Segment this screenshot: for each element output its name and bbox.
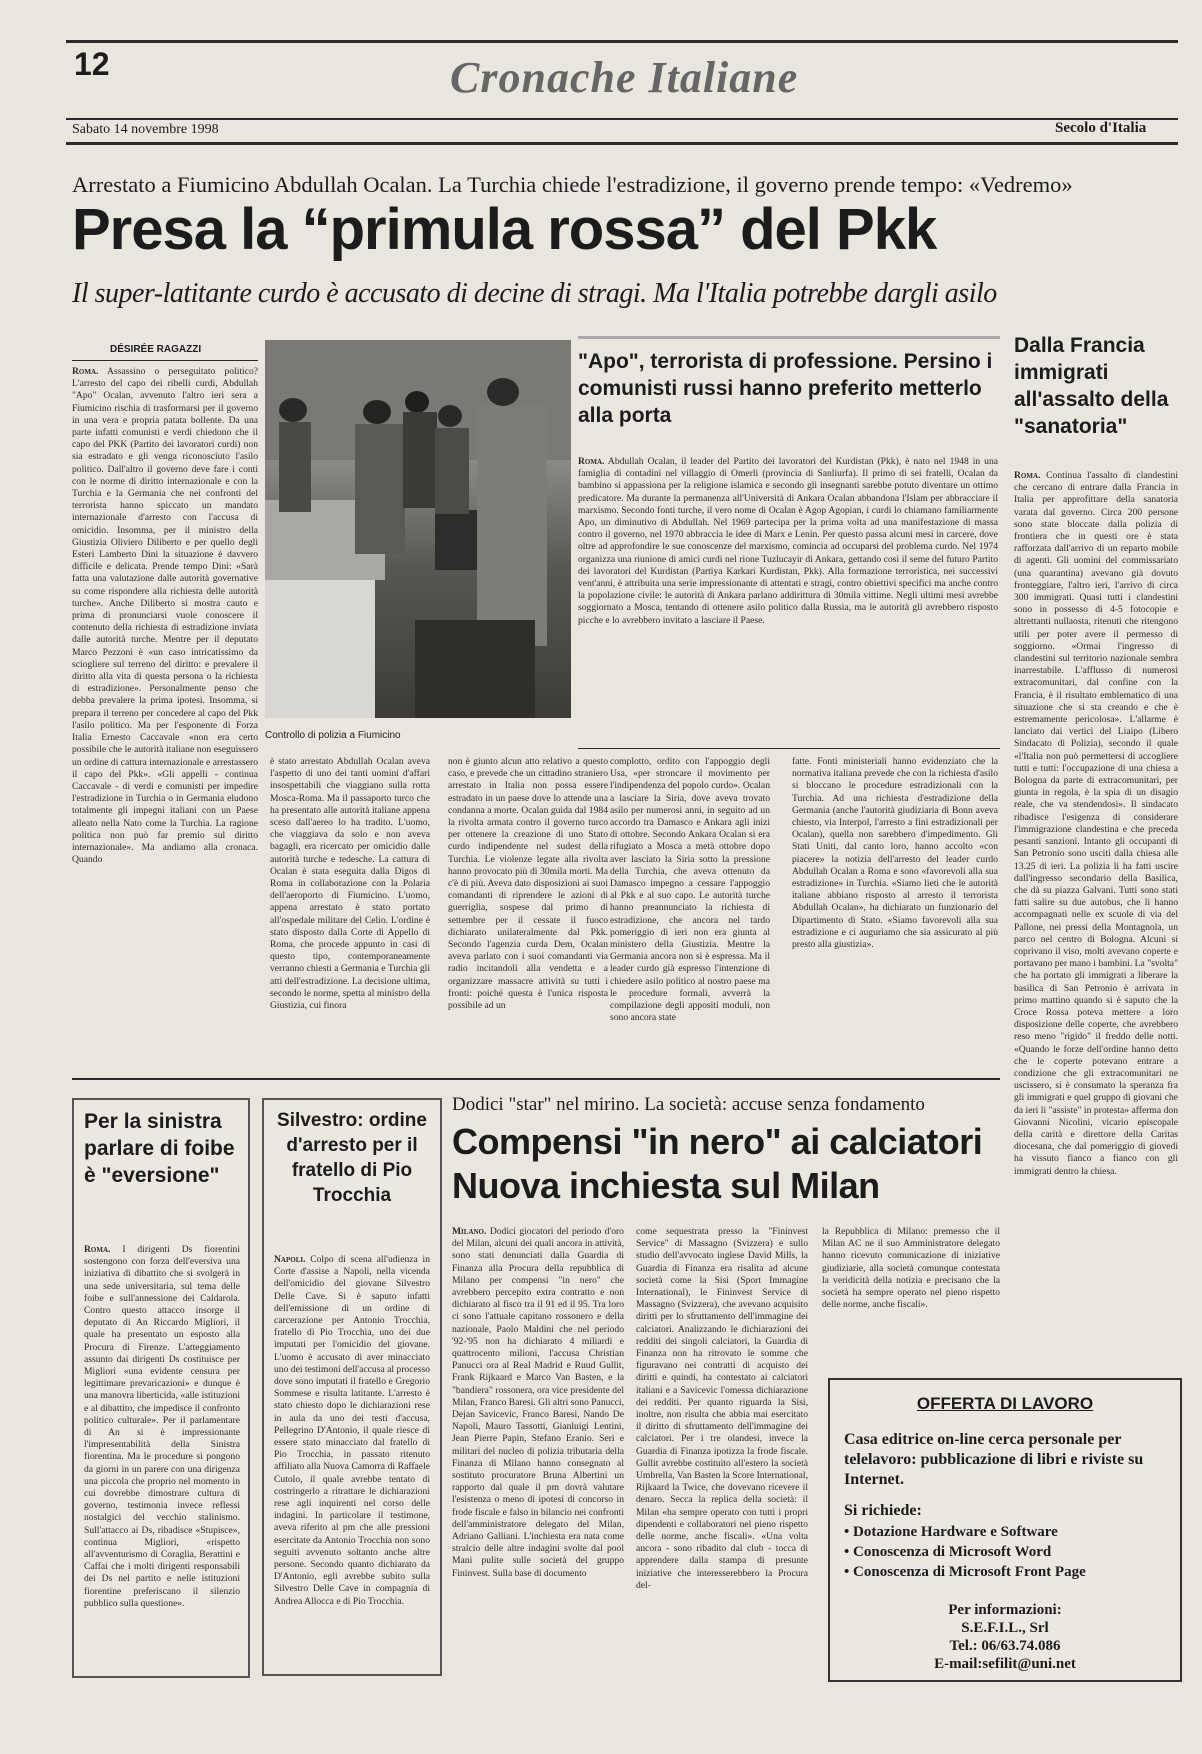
byline: DÉSIRÉE RAGAZZI xyxy=(110,344,202,355)
foibe-box xyxy=(72,1098,250,1678)
apo-bottom-rule xyxy=(578,748,1000,749)
job-ad-requirements-label: Si richiede: xyxy=(844,1502,922,1519)
francia-story-text xyxy=(1014,470,1178,1362)
job-ad-requirement-3-text: Conoscenza di Microsoft Front Page xyxy=(853,1564,1086,1580)
job-ad-email: E-mail:sefilit@uni.net xyxy=(934,1656,1076,1672)
main-subheadline: Il super-latitante curdo è accusato di decine di stragi. Ma l'Italia potrebbe dargli asilo xyxy=(72,278,997,309)
calcio-col2-text: come sequestrata presso la "Fininvest Service" di Massagno (Svizzera) e sullo studio dell'avvocato inglese David Mills, la Guardia di Finanza era risalita ad alcune società come la Sisi (Sport Immagine International), le Fininvest Service di Massagno (Svizzera), che avevano acquisito diritti per lo sfruttamento dell'immagine dei calciatori. Analizzando le dichiarazioni dei redditi dei singoli calciatori, la Guardia di Finanza non ha ritrovato le somme che figuravano nei contratti di acquisto dei diritti e quindi, ha contestato ai calciatori italiani e a Savicevic l'omessa dichiarazione dei redditi. Per quanto riguarda la Sisi, inoltre, non risulta che abbia mai esercitato il diritto di sfruttamento dell'immagine dei calciatori. Per i tre olandesi, invece la Guardia di Finanza ipotizza la frode fiscale. Gullit avrebbe costituito all'estero la società Umbrella, Van Basten la Score International, Rijkaard la Twice, che dovevano ricevere il denaro. Secca la replica della società: il Milan «ha sempre operato con tutti i propri dipendenti e collaboratori nel pieno rispetto delle norme, anche fiscali». «Una volta ancora - sono ribadito dal club - tocca di apprendere dalla stampa di presunte iniziative che interesserebbero la Procura del- xyxy=(636,1226,808,1591)
apo-headline: "Apo", terrorista di professione. Persino i comunisti russi hanno preferito metterlo alla porta xyxy=(578,350,993,427)
calcio-headline: Compensi "in nero" ai calciatori Nuova inchiesta sul Milan xyxy=(452,1121,983,1206)
dateline: Roma. xyxy=(72,366,99,377)
foibe-headline: Per la sinistra parlare di foibe è "eversione" xyxy=(84,1110,235,1187)
job-ad-company: S.E.F.I.L., Srl xyxy=(961,1620,1049,1636)
trocchia-dateline: Napoli. xyxy=(274,1254,306,1265)
job-ad-requirement-3: • Conoscenza di Microsoft Front Page xyxy=(844,1564,1086,1580)
main-headline: Presa la “primula rossa” del Pkk xyxy=(72,197,937,262)
main-story-col3 xyxy=(448,756,608,1068)
job-ad-info-label: Per informazioni: xyxy=(948,1602,1062,1618)
main-story-col2-text: è stato arrestato Abdullah Ocalan aveva l'aspetto di uno dei tanti uomini d'affari insospettabili che viaggiano sulla rotta Mosca-Roma. Ma il passaporto turco che ha presentato alle autorità italiane appena sceso dall'aereo lo ha tradito. L'uomo, che viaggiava da solo e non aveva bagagli, era ricercato per omicidio dalle autorità turche e tedesche. La cattura di Ocalan è stata eseguita dalla Digos di Roma in collaborazione con la Polaria dell'aeroporto di Fiumicino. L'uomo, appena arrestato è stato portato all'ospedale militare del Celio. L'ordine è stato disposto dalla Corte di Appello di Roma, che procede appunto in casi di questo tipo, contemporaneamente verranno chiesti a Germania e Turchia gli atti dell'estradizione. La decisione ultima, secondo le norme, spetta al ministro della Giustizia, cui finora xyxy=(270,756,430,1012)
main-story-col1 xyxy=(72,366,258,1068)
calcio-col1-text: Dodici giocatori del periodo d'oro del Milan, alcuni dei quali ancora in attività, sono stati denunciati dalla Guardia di Finanza alla Procura della repubblica di Milano per compensi "in nero" che avrebbero percepito extra contratto e non dichiarato al fisco tra il 91 ed il 95. Tra loro ci sono l'attuale capitano rossonero e della nazionale, Paolo Maldini che nel periodo '92-'95 non ha dichiarato 4 miliardi e quattrocento milioni, l'accusa Christian Panucci ora al Real Madrid e Ruud Gullit, Frank Rijkaard e Marco Van Basten, e la "bandiera" rossonera, ora vice presidente del Milan, Franco Baresi. Gli altri sono Panucci, Dejan Savicevic, Franco Baresi, Nando De Napoli, Mauro Tassotti, Gianluigi Lentini, Jean Pierre Papin, Stefano Eranio. Seri e militari del nucleo di polizia tributaria della Finanza di Milano hanno consegnato al sostituto procuratore Bruna Albertini un rapporto dal quale il pm dovrà valutare l'esistenza o meno di ipotesi di concorso in frode fiscale e falso in bilancio nei confronti dell'amministratore delegato del Milan, Adriano Galliani. L'inchiesta era nata come stralcio delle altre indagini svolte dal pool Mani pulite sulle società del gruppo Fininvest. Sulla base di documento xyxy=(452,1226,624,1579)
foibe-story-body: I dirigenti Ds fiorentini sostengono con forza dell'eversiva una iniziativa di dibattito che si svolgerà in una sede universitaria, sul tema delle foibe e sull'annessione dei Caldarola. Contro questo attacco insorge il deputato di An Riccardo Migliori, il quale ha presentato un esposto alla Procura di Firenze. L'atteggiamento assunto dai dirigenti Ds costituisce per Migliori «una evidente censura per legittimare prevaricazioni» e dunque è una manovra liberticida, «alle istituzioni e al dibattito, che impedisce il confronto politico culturale». Per il parlamentare di An si è impressionante l'impresentabilità della Sinistra fiorentina. Ma le procedure si pongono da giorni in un parere con una dirigenza una piccola che proprio nel momento in cui dovrebbe dimostrare cultura di governo, testimonia invece reflessi nostalgici del vecchio stalinismo. Sull'attacco ai Ds, ribadisce «Stupisce», continua Migliori, «rispetto all'avventurismo di Coraglia, Berattini e Caffai che i molti dirigenti responsabili dei Ds nel partito e nelle istituzioni fiorentine preferiscano il silenzio pubblico sulla questione». xyxy=(84,1244,240,1609)
job-ad-requirement-2: • Conoscenza di Microsoft Word xyxy=(844,1544,1052,1560)
top-rule xyxy=(66,40,1178,43)
photo-scene xyxy=(265,340,571,718)
job-ad-phone: Tel.: 06/63.74.086 xyxy=(949,1638,1061,1654)
main-story-col3-text: non è giunto alcun atto relativo a questo caso, e prevede che un cittadino straniero arrestato in Italia non possa essere estradato in un paese dove lo attende una condanna a morte. Ocalan guida dal 1984 la rivolta armata contro il governo turco per ottenere la creazione di uno Stato curdo indipendente nel sudest della Turchia. Le violenze legate alla rivolta hanno provocato più di 30mila morti. Ma c'è di più. Aveva dato disposizioni ai suoi comandanti di riprendere le azioni di guerriglia, sospese dal primo di settembre per il cessate il fuoco dichiarato unilateralmente dal Pkk. Secondo l'agenzia curda Dem, Ocalan aveva parlato con i suoi comandanti via radio incitandoli alla vendetta e a organizzare massacre attività su tutti i fronti: poiché questa è l'unica risposta possibile ad un xyxy=(448,756,608,1012)
trocchia-headline: Silvestro: ordine d'arresto per il fratello di Pio Trocchia xyxy=(277,1110,427,1206)
date-rule xyxy=(66,142,1178,145)
main-story-col5 xyxy=(792,756,998,1068)
trocchia-story-body: Colpo di scena all'udienza in Corte d'assise a Napoli, nella vicenda dell'omicidio del giovane Silvestro Delle Cave. Si è saputo infatti dell'emissione di un ordine di carcerazione per Antonio Trocchia, fratello di Pio Trocchia, uno dei due imputati per l'omicidio del giovane. L'uomo è accusato di aver minacciato uno dei testimoni dell'accusa al processo dove sono imputati il fratello e Gregorio Sommese e risulta latitante. L'arresto è stato chiesto dopo le dichiarazioni rese in aula da uno dei testi d'accusa, Pellegrino D'Antonio, il quale riesce di essere stato minacciato dal fratello di Pio Trocchia, in passato ritenuto affiliato alla Nuova Camorra di Raffaele Cutolo, il quale avrebbe tentato di costringerlo a ritrattare le dichiarazioni rese agli inquirenti nel corso delle indagini. In particolare il testimone, aveva riferito al pm che alle pressioni esercitate da Antonio Trocchia non sono seguiti avvenuto soltanto anche altre persone. Secondo quanto dichiarato da D'Antonio, egli avrebbe subito sulla Silvestro Delle Cave in compagnia di Andrea Allocca e di Pio Trocchia. xyxy=(274,1254,430,1607)
page-number: 12 xyxy=(74,46,110,82)
newspaper-name: Secolo d'Italia xyxy=(1055,120,1147,136)
job-ad-requirement-1-text: Dotazione Hardware e Software xyxy=(853,1524,1058,1540)
job-ad-intro: Casa editrice on-line cerca personale per telelavoro: pubblicazione di libri e riviste su Internet. xyxy=(844,1431,1144,1488)
calcio-col3-text: la Repubblica di Milano: premesso che il Milan AC ne il suo Amministratore delegato hanno ricevuto comunicazione di iniziative giudiziarie, alla società comunque contestata la veridicità della notizia e precisano che la società ha sempre operato nel pieno rispetto delle norme, anche fiscali». xyxy=(822,1226,1000,1311)
job-ad-requirement-1: • Dotazione Hardware e Software xyxy=(844,1524,1058,1540)
francia-dateline: Roma. xyxy=(1014,470,1041,481)
calcio-col2 xyxy=(636,1226,808,1672)
foibe-dateline: Roma. xyxy=(84,1244,111,1255)
calcio-col3 xyxy=(822,1226,1000,1346)
apo-story-text xyxy=(578,456,998,716)
police-photo xyxy=(265,340,571,718)
foibe-story-text xyxy=(84,1244,240,1668)
trocchia-box xyxy=(262,1098,442,1676)
calcio-kicker: Dodici "star" nel mirino. La società: accuse senza fondamento xyxy=(452,1094,925,1115)
apo-story-body: Abdullah Ocalan, il leader del Partito dei lavoratori del Kurdistan (Pkk), è nato nel 1948 in una famiglia di contadini nel villaggio di Omerli (provincia di Sanliurfa). Il primo di sei fratelli, Ocalan da bambino si appassiona per la religione islamica e secondo gli insegnanti sarebbe potuto diventare un ottimo predicatore. Ma durante la permanenza all'Università di Ankara Ocalan abbandona l'Islam per abbracciare il marxismo. Secondo fonti turche, il vero nome di Ocalan è Agop Agopian, i curdi lo chiamano familiarmente Apo, un diminutivo di Abdullah. Nel 1969 partecipa per la prima volta ad una manifestazione di massa contro il governo, nel 1970 abbraccia le idee di Marx e Lenin. Per questo passa alcuni mesi in carcere, dove oltre ad approfondire le sue conoscenze del marxismo, comincia ad occuparsi del problema curdo. Nel 1974 organizza una riunione di amici curdi nel rione Tuzlucayir di Ankara, gettando così il seme del futuro Partito dei lavoratori del Kurdistan (Partiya Karkari Kurdistan, Pkk). Alla formazione terroristica, nei successivi vent'anni, è attribuita una serie impressionante di attentati e stragi, contro obiettivi specifici ma anche contro la popolazione civile: le autorità di Ankara parlano addirittura di 30mila vittime. Negli ultimi mesi avrebbe soggiornato a Mosca, tentando di ottenere asilo politico dalla Russia, ma le autorità gli avrebbero risposto picche e lo avrebbero invitato a lasciare il Paese. xyxy=(578,456,998,626)
section-title: Cronache Italiane xyxy=(450,53,799,102)
section-divider xyxy=(72,1078,1000,1080)
byline-rule xyxy=(72,360,258,361)
job-ad-title: OFFERTA DI LAVORO xyxy=(916,1394,1094,1413)
francia-headline: Dalla Francia immigrati all'assalto della "sanatoria" xyxy=(1014,334,1169,438)
francia-story-body: Continua l'assalto di clandestini che cercano di entrare dalla Francia in Italia per approfittare della sanatoria varata dal governo. Circa 200 persone sono state bloccate dalla polizia di frontiera che in questi ore è stata rafforzata dall'arrivo di un reparto mobile di agenti. Gli uomini del commissariato (una quarantina) avevano già dovuto fronteggiare, l'altro ieri, l'arrivo di circa 300 immigrati. Quasi tutti i clandestini sono in possesso di 4-5 fotocopie e altrettanti nullaosta, ritenuti che ritengono utili per poter avere il permesso di soggiorno. «Ormai l'ingresso di clandestini sul territorio nazionale sembra inarrestabile. L'afflusso di numerosi extracomunitari, dal confine con la Francia, è il risultato emblematico di una situazione che si sta creando e che è estremamente pericolosa». L'allarme è lanciato dai vertici del Liaipo (Libero Sindacato di Polizia), secondo il quale «l'Italia non può permettersi di accogliere tutti e tutti: l'occupazione di una chiesa a Bologna da parte di extracomunitari, per giunta in regola, è la spia di un disagio reale, che va stendendosi». Il sindacato ribadisce l'esigenza di considerare l'immigrazione clandestina e che preceda pesanti sanzioni. Intanto gli occupanti di San Petronio sono usciti dalla chiesa alle 13.25 di ieri. La polizia li ha fatti uscire dall'ingresso secondario della Basilica, che dà su piazza Galvani. Tutti sono stati fatti salire su due autobus, che li hanno accompagnati nelle ex scuole di via del Pallone, nei pressi della Montagnola, un parco nel centro di Bologna. Alcuni si coprivano il viso, molti avevano coperte e portavano per mano i bambini. La "svolta" che ha portato gli immigrati a liberare la basilica di San Petronio è arrivata in primo mattino quando si è saputo che la Croce Rossa poteva mettere a loro disposizione delle coperte, che avrebbero reso meno "rigido" il freddo delle notti. «Quando le forze dell'ordine hanno detto che le coperte potevano entrare a condizione che gli extracomunitari ne uscissero, si è consumato la speranza fra gli immigrati e quel gruppo di giovani che da ieri li "assiste" in protesta» afferma don Giovanni Nicolini, vicario episcopale della carità e direttore della Caritas diocesana, che dal pomeriggio di giovedì ha vissuto fianco a fianco con gli immigrati dentro la chiesa. xyxy=(1014,470,1178,1177)
main-story-col4 xyxy=(610,756,770,1068)
job-ad-requirement-2-text: Conoscenza di Microsoft Word xyxy=(853,1544,1052,1560)
trocchia-story-text xyxy=(274,1254,430,1668)
issue-date: Sabato 14 novembre 1998 xyxy=(72,122,219,137)
main-kicker: Arrestato a Fiumicino Abdullah Ocalan. La Turchia chiede l'estradizione, il governo prende tempo: «Vedremo» xyxy=(72,172,1073,197)
main-story-col5-text: fatte. Fonti ministeriali hanno evidenziato che la normativa italiana prevede che con la richiesta d'asilo si bloccano le procedure estradizionali con la Turchia. Ad una richiesta d'estradizione della Germania (anche l'autorità giudiziaria di Bonn aveva chiesto, via Interpol, l'arresto a fini estradizionali per Ocalan), quella non sarebbero d'impedimento. Gli Stati Uniti, dal canto loro, hanno accolto «con piacere» la notizia dell'arresto del leader curdo Abdullah Ocalan a Roma e sono «favorevoli alla sua estradizione» in Turchia. «Siamo lieti che le autorità italiane abbiano risposto al arresto il terrorista Abdullah Ocalan», ha dichiarato un funzionario del Dipartimento di Stato. «Siamo favorevoli alla sua estradizione e ci auguriamo che sia assicurato al più presto alla giustizia». xyxy=(792,756,998,951)
job-ad xyxy=(828,1378,1182,1682)
calcio-col1 xyxy=(452,1226,624,1672)
apo-dateline: Roma. xyxy=(578,456,605,467)
calcio-dateline: Milano. xyxy=(452,1226,487,1237)
masthead-rule xyxy=(66,118,1178,120)
main-story-col4-text: complotto, ordito con l'appoggio degli Usa, «per stroncare il movimento per l'indipendenza del popolo curdo». Ocalan a lasciare la Siria, dove aveva trovato asilo per numerosi anni, in seguito ad un accordo tra Damasco e Ankara agli inizi di ottobre. Secondo Ankara Ocalan si era rifugiato a Mosca a metà ottobre dopo aver lasciato la Siria sotto la pressione della Turchia, che aveva ottenuto da Damasco impegno a cessare l'appoggio al Pkk e al suo capo. Le autorità turche hanno preannunciato la richiesta di estradizione, che ancora nel tardo pomeriggio di ieri non era giunta al ministero della Giustizia. Mentre la Germania ancora non si è espressa. Ma il leader curdo già espresso l'intenzione di chiedere asilo politico al nostro paese ma le procedure formali, avverrà la compilazione degli appositi moduli, non sono ancora state xyxy=(610,756,770,1024)
photo-caption: Controllo di polizia a Fiumicino xyxy=(265,730,401,741)
apo-top-rule xyxy=(578,336,1000,339)
main-story-col1-text: Assassino o perseguitato politico? L'arresto del capo dei ribelli curdi, Abdullah "Apo" Ocalan, avvenuto l'altro ieri sera a Fiumicino rischia di trasformarsi per il governo in una vera e propria patata bollente. Da una parte infatti comunisti e verdi chiedono che il capo del PKK (Partito dei lavoratori curdi) non sia estradato e gli venga riconosciuto l'asilo politico. Dall'altro il governo deve fare i conti con le norme di diritto internazionale e con la Turchia e la Germania che nei confronti del terrorista hanno spiccato un mandato internazionale d'arresto con l'accusa di omicidio. Insomma, per il ministro della Giustizia Oliviero Diliberto e per quello degli Esteri Lamberto Dini la situazione è davvero difficile e delicata. Prende tempo Dini: «Sarà fatta una valutazione dalle autorità governative su come rispondere alla richiesta delle autorità turche». Anche Diliberto si mostra cauto e prima di pronunciarsi vuole conoscere il contenuto della richiesta di estradizione inviata dalle autorità turche. Mentre per il deputato Marco Pezzoni è «un caso intricatissimo da sciogliere sul terreno del diritto: e prevalere il diritto alla vita di questa persona o la richiesta di estradizione». Personalmente penso che debba prevalere la prima ipotesi. Insomma, si prepara il terreno per concedere al capo del Pkk l'asilo politico. Ma per l'esponente di Forza Italia Ernesto Caccavale «non era certo possibile che le autorità italiane non eseguissero un ordine di cattura internazionale e arrestassero il capo del Pkk». «Gli appelli - continua Caccavale - di verdi e comunisti per impedire l'estradizione in Turchia o in Germania eludono totalmente gli impegni italiani con un Paese alleato nella Nato come la Turchia. La ragione politica non può far premio sul diritto internazionale». Ma andiamo alla cronaca. Quando xyxy=(72,366,258,866)
main-story-col2 xyxy=(270,756,430,1068)
